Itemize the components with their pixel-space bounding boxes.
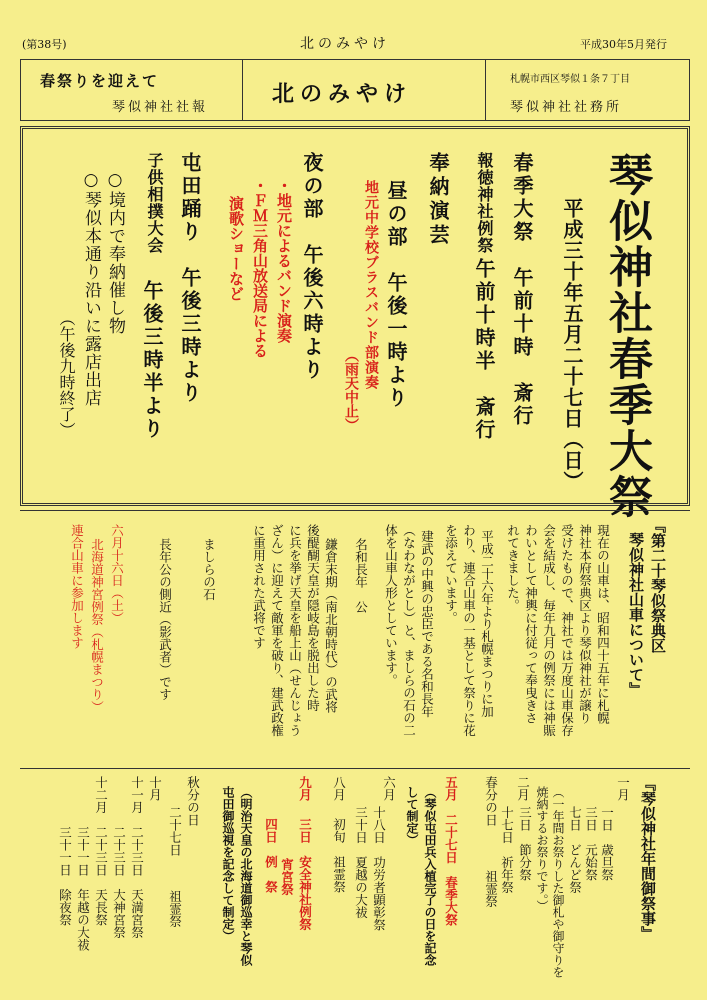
masthead-title: 北のみやけ [272, 81, 413, 107]
mashira-desc: 長年公の側近（影武者）です [157, 538, 173, 701]
cal-jan: 一月 [615, 776, 631, 801]
night-item-band: ・地元によるバンド演奏 [275, 178, 293, 343]
cal-jun-1: 十八日 功労者顕彰祭 [371, 806, 387, 931]
float-heading-2: 琴似神社山車について』 [627, 532, 645, 697]
cal-sep-2: 宵宮祭 [279, 858, 295, 896]
masthead-greeting: 春祭りを迎えて [40, 72, 160, 90]
float-p3-1: 建武の中興の忠臣である名和長年 [419, 530, 435, 718]
cal-jun-2: 三十日 夏越の大祓 [353, 806, 369, 919]
header-title: 北のみやけ [300, 36, 390, 52]
parade-note: 連合山車に参加します [69, 524, 85, 649]
float-p1-3: 受けたもので、神社では万度山車保存 [559, 524, 575, 737]
cal-feb-1: 三日 節分祭 [517, 806, 533, 881]
rain-cancel-note: （雨天中止） [343, 348, 359, 432]
cal-nov-2: 二十三日 大神宮祭 [111, 776, 127, 939]
float-p1-5: わいとして神輿に付従って奉曳きさ [523, 524, 539, 724]
cal-jan-note-2: 焼納するお祭りです。） [535, 786, 549, 912]
issue-number: (第38号) [22, 38, 67, 51]
nawa-desc-2: 後醍醐天皇が隠岐島を脱出した時 [305, 524, 321, 712]
calendar-heading: 『琴似神社年間御祭事』 [639, 776, 657, 941]
cal-dec-3: 三十一日 除夜祭 [57, 776, 73, 926]
cal-sep-1: 三日 安全神社例祭 [297, 818, 313, 931]
cal-aug-1: 初旬 祖霊祭 [331, 818, 347, 893]
cal-spring: 春分の日 [483, 776, 499, 826]
night-session: 夜の部 午後六時より [300, 152, 324, 382]
nawa-desc-5: に重用された武将です [251, 524, 267, 649]
float-p3-3: 体を山車人形としています。 [383, 524, 399, 687]
cal-sep-3: 四日 例 祭 [263, 818, 279, 893]
night-item-enka: 演歌ショーなど [227, 196, 245, 301]
float-p1-1: 現在の山車は、昭和四十五年に札幌 [595, 524, 611, 724]
event-stalls: ○琴似本通り沿いに露店出店 [81, 170, 101, 407]
cal-sep-note-2: 屯田御巡視を記念して制定） [221, 786, 235, 942]
cal-sep: 九月 [297, 776, 313, 801]
cal-feb: 二月 [515, 776, 531, 801]
calendar-divider [20, 768, 690, 769]
cal-jan-3: 七日 どんど祭 [567, 806, 583, 894]
cal-may-note-1: （琴似屯田兵入植完了の日を記念 [423, 786, 437, 966]
cal-may: 五月 二十七日 春季大祭 [443, 776, 459, 926]
hotoku-festival: 報徳神社例祭 [475, 152, 494, 254]
section-divider [20, 510, 690, 511]
nawa-desc-4: ざん）に迎えて敵軍を破り、建武政権 [269, 524, 285, 737]
cal-jun: 六月 [381, 776, 397, 801]
cal-autumn-1: 二十七日 [167, 806, 183, 856]
float-p1-6: れてきました。 [505, 524, 521, 612]
tondendance: 屯田踊り 午後三時より [178, 152, 202, 405]
hotoku-festival-time: 午前十時半 斎行 [472, 258, 496, 442]
parade-date: 六月十六日（土） [109, 524, 125, 624]
float-p2-2: わり、連合山車の一基として祭りに花 [461, 524, 477, 737]
cal-nov-1: 十一月 二十三日 天満宮祭 [129, 776, 145, 939]
cal-autumn: 秋分の日 [185, 776, 201, 826]
nawa-desc-1: 鎌倉末期（南北朝時代）の武将 [323, 538, 339, 713]
masthead-subtitle: 琴似神社社報 [112, 100, 209, 115]
issue-date: 平成30年5月発行 [580, 38, 667, 51]
cal-jan-note-1: （一年間お祭りした御札や御守りを [551, 786, 565, 978]
cal-jan-1: 一日 歳旦祭 [599, 806, 615, 881]
cal-oct: 十月 [147, 776, 163, 801]
cal-aug: 八月 [331, 776, 347, 801]
cal-feb-2: 十七日 祈年祭 [499, 806, 515, 894]
float-p1-4: 会を結成し、毎年九月の例祭には神賑 [541, 524, 557, 737]
performances-heading: 奉納演芸 [426, 152, 450, 248]
float-p2-1: 平成二十六年より札幌まつりに加 [479, 530, 495, 718]
float-p1-2: 神社本府祭典区より琴似神社が譲り [577, 524, 593, 724]
day-session-detail: 地元中学校ブラスバンド部演奏 [363, 180, 379, 390]
festival-title: 琴似神社春季大祭 [601, 152, 652, 520]
cal-sep-note-1: （明治天皇の北海道御巡幸と琴似 [239, 786, 253, 966]
night-item-fm: ・ＦＭ三角山放送局による [251, 178, 269, 358]
event-end-note: （午後九時終了） [57, 310, 76, 438]
float-p2-3: を添えています。 [443, 524, 459, 624]
cal-jan-2: 三日 元始祭 [583, 806, 599, 881]
cal-autumn-2: 祖霊祭 [167, 890, 183, 928]
cal-dec-1: 十二月 二十三日 天長祭 [93, 776, 109, 926]
sumo-heading: 子供相撲大会 [145, 152, 164, 254]
mashira-name: ましらの石 [201, 538, 217, 601]
nawa-name: 名和長年 公 [353, 538, 369, 613]
festival-date: 平成三十年五月二十七日（日） [560, 198, 584, 492]
nawa-desc-3: に兵を挙げ天皇を船上山（せんじょう [287, 524, 303, 737]
parade-event: 北海道神宮例祭（札幌まつり） [89, 538, 105, 713]
day-session: 昼の部 午後一時より [384, 180, 408, 410]
cal-dec-2: 三十一日 年越の大祓 [75, 776, 91, 951]
float-heading-1: 『第二十琴似祭典区 [649, 518, 667, 653]
event-precinct: ○境内で奉納催し物 [105, 170, 125, 335]
masthead-office: 琴似神社社務所 [510, 100, 623, 115]
masthead-address: 札幌市西区琴似１条７丁目 [510, 74, 630, 85]
spring-festival-time: 春季大祭 午前十時 斎行 [510, 152, 534, 428]
sumo-time: 午後三時半より [140, 280, 164, 441]
cal-spring-1: 祖霊祭 [483, 870, 499, 908]
cal-may-note-2: して制定） [405, 786, 419, 846]
float-p3-2: （なわながとし）と、ましらの石の二 [401, 524, 417, 737]
